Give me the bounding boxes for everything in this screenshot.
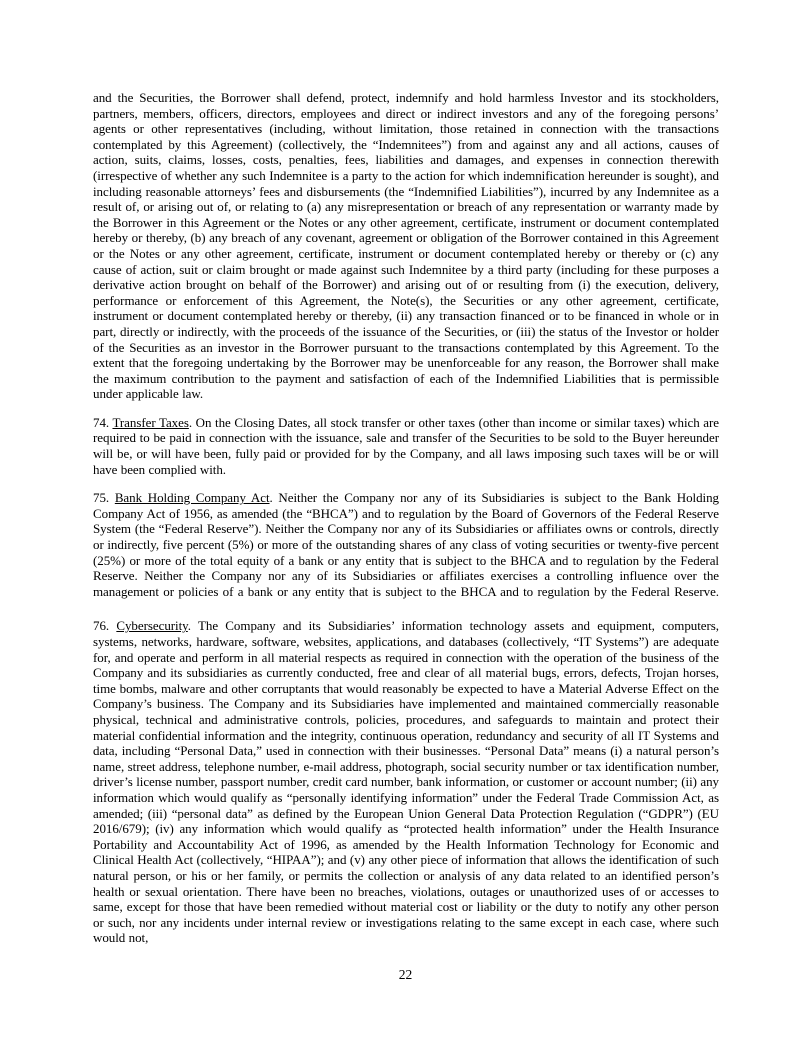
paragraph-text: and the Securities, the Borrower shall defend, protect, indemnify and hold harmless Investor and its stockholders, partners, members, officers, directors, employees and direct or indirect investors and any of the foregoing persons’ agents or other representatives (including, without limitation, those retained in connection with the transactions contemplated by this Agreement) (collectively, the “Indemnitees”) from and against any and all actions, causes of action, suits, claims, losses, costs, penalties, fees, liabilities and damages, and expenses in connection therewith (irrespective of whether any such Indemnitee is a party to the action for which indemnification hereunder is sought), and including reasonable attorneys’ fees and disbursements (the “Indemnified Liabilities”), incurred by any Indemnitee as a result of, or arising out of, or relating to (a) any misrepresentation or breach of any representation or warranty made by the Borrower in this Agreement or the Notes or any other agreement, certificate, instrument or document contemplated hereby or thereby, (b) any breach of any covenant, agreement or obligation of the Borrower contained in this Agreement or the Notes or any other agreement, certificate, instrument or document contemplated hereby or thereby or (c) any cause of action, suit or claim brought or made against such Indemnitee by a third party (including for these purposes a derivative action brought on behalf of the Borrower) and arising out of or resulting from (i) the execution, delivery, performance or enforcement of this Agreement, the Note(s), the Securities or any other agreement, certificate, instrument or document contemplated hereby or thereby, (ii) any transaction financed or to be financed in whole or in part, directly or indirectly, with the proceeds of the issuance of the Securities, or (iii) the status of the Investor or holder of the Securities as an investor in the Borrower pursuant to the transactions contemplated by this Agreement. To the extent that the foregoing undertaking by the Borrower may be unenforceable for any reason, the Borrower shall make the maximum contribution to the payment and satisfaction of each of the Indemnified Liabilities that is permissible under applicable law. [93, 90, 719, 402]
paragraph-cybersecurity [93, 618, 719, 945]
paragraph-bank-holding-company-act [93, 490, 719, 599]
section-number-76: 76. [93, 618, 110, 634]
document-body [93, 90, 719, 959]
section-heading-cybersecurity: Cybersecurity [116, 618, 188, 634]
section-number-74: 74. [93, 414, 110, 430]
paragraph-text: . The Company and its Subsidiaries’ information technology assets and equipment, computers, systems, networks, hardware, software, websites, applications, and databases (collectively, “IT Systems”) are adequate for, and operate and perform in all material respects as required in connection with the operation of the business of the Company and its subsidiaries as currently conducted, free and clear of all material bugs, errors, defects, Trojan horses, time bombs, malware and other corruptants that would reasonably be expected to have a Material Adverse Effect on the Company’s business. The Company and its Subsidiaries have implemented and maintained commercially reasonable physical, technical and administrative controls, policies, procedures, and safeguards to maintain and protect their material confidential information and the integrity, continuous operation, redundancy and security of all IT Systems and data, including “Personal Data,” used in connection with their businesses. “Personal Data” means (i) a natural person’s name, street address, telephone number, e-mail address, photograph, social security number or tax identification number, driver’s license number, passport number, credit card number, bank information, or customer or account number; (ii) any information which would qualify as “personally identifying information” under the Federal Trade Commission Act, as amended; (iii) “personal data” as defined by the European Union General Data Protection Regulation (“GDPR”) (EU 2016/679); (iv) any information which would qualify as “protected health information” under the Health Insurance Portability and Accountability Act of 1996, as amended by the Health Information Technology for Economic and Clinical Health Act (collectively, “HIPAA”); and (v) any other piece of information that allows the identification of such natural person, or his or her family, or permits the collection or analysis of any data related to an identified person’s health or sexual orientation. There have been no breaches, violations, outages or unauthorized uses of or accesses to same, except for those that have been remedied without material cost or liability or the duty to notify any other person or such, nor any incidents under internal review or investigations relating to the same except in each case, where such would not, [93, 618, 719, 946]
section-number-75: 75. [93, 490, 110, 506]
section-heading-transfer-taxes: Transfer Taxes [112, 414, 189, 430]
paragraph-transfer-taxes [93, 415, 719, 477]
paragraph-indemnification-continuation [93, 90, 719, 402]
paragraph-text: . Neither the Company nor any of its Subsidiaries is subject to the Bank Holding Company Act of 1956, as amended (the “BHCA”) and to regulation by the Board of Governors of the Federal Reserve System (the “Federal Reserve”). Neither the Company nor any of its Subsidiaries or affiliates owns or controls, directly or indirectly, five percent (5%) or more of the outstanding shares of any class of voting securities or twenty-five percent (25%) or more of the total equity of a bank or any entity that is subject to the BHCA and to regulation by the Federal Reserve. Neither the Company nor any of its Subsidiaries or affiliates exercises a controlling influence over the management or policies of a bank or any entity that is subject to the BHCA and to regulation by the Federal Reserve. [93, 490, 719, 599]
section-heading-bank-holding-company-act: Bank Holding Company Act [114, 490, 270, 506]
page-number: 22 [398, 967, 413, 982]
paragraph-text: . On the Closing Dates, all stock transfer or other taxes (other than income or similar taxes) which are required to be paid in connection with the issuance, sale and transfer of the Securities to be sold to the Buyer hereunder will be, or will have been, fully paid or provided for by the Company, and all laws imposing such taxes will be or will have been complied with. [93, 414, 720, 477]
